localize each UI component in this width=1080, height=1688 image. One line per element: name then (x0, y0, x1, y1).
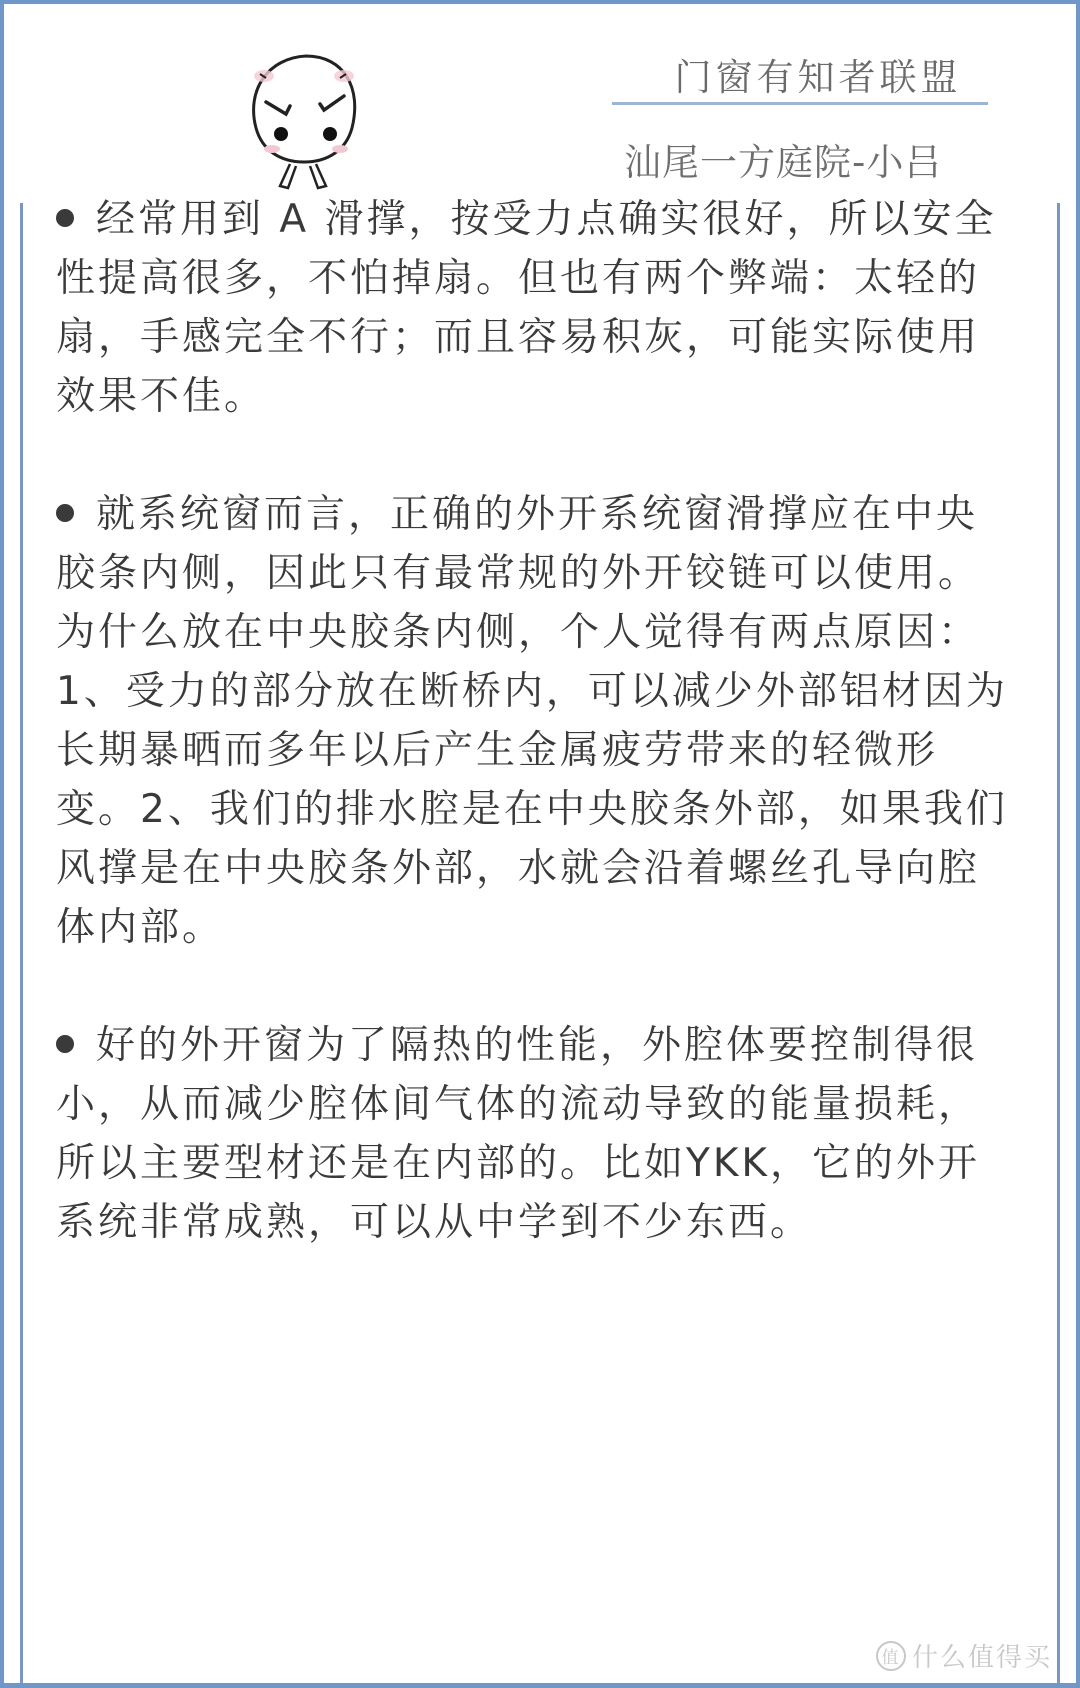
inner-right-border (1057, 203, 1060, 1683)
bullet-icon (56, 209, 74, 227)
paragraph-1 (56, 190, 1016, 426)
watermark-text: 什么值得买 (911, 1643, 1052, 1673)
inner-left-border (20, 203, 23, 1683)
paragraph-3 (56, 1016, 1016, 1252)
article-body (56, 190, 1016, 1311)
brand-title: 门窗有知者联盟 (674, 56, 962, 99)
angry-face-icon (228, 40, 378, 190)
brand-underline (612, 102, 988, 105)
bullet-icon (56, 1035, 74, 1053)
brand-subtitle: 汕尾一方庭院-小吕 (624, 141, 943, 184)
paragraph-text: 经常用到 A 滑撑，按受力点确实很好，所以安全性提高很多，不怕掉扇。但也有两个弊端：太轻的扇，手感完全不行；而且容易积灰，可能实际使用效果不佳。 (56, 197, 997, 419)
bullet-icon (56, 504, 74, 522)
paragraph-text: 就系统窗而言，正确的外开系统窗滑撑应在中央胶条内侧，因此只有最常规的外开铰链可以使用。为什么放在中央胶条内侧，个人觉得有两点原因：1、受力的部分放在断桥内，可以减少外部铝材因为长期暴晒而多年以后产生金属疲劳带来的轻微形变。2、我们的排水腔是在中央胶条外部，如果我们风撑是在中央胶条外部，水就会沿着螺丝孔导向腔体内部。 (56, 492, 1008, 950)
watermark (876, 1637, 1052, 1674)
brand-header (612, 56, 988, 105)
paragraph-2 (56, 485, 1016, 957)
smzdm-logo-icon: 值 (876, 1641, 906, 1671)
paragraph-text: 好的外开窗为了隔热的性能，外腔体要控制得很小，从而减少腔体间气体的流动导致的能量损耗，所以主要型材还是在内部的。比如YKK，它的外开系统非常成熟，可以从中学到不少东西。 (56, 1023, 981, 1245)
